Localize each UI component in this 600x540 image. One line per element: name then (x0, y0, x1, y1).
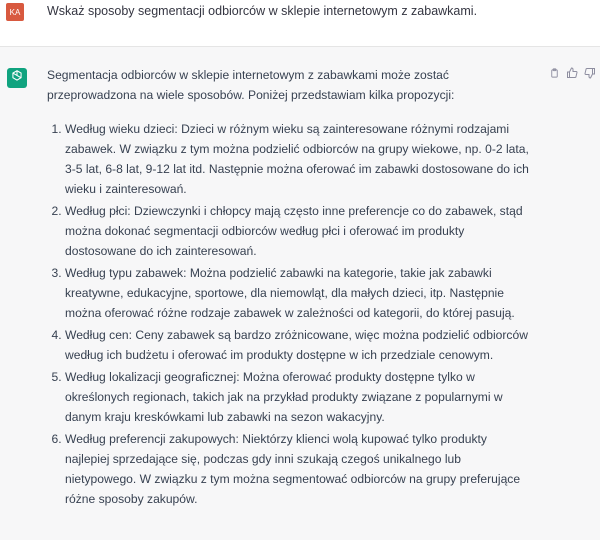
thumbs-down-icon[interactable] (584, 67, 596, 79)
list-item: 3. Według typu zabawek: Można podzielić zabawki na kategorie, takie jak zabawki kreatywne, edukacyjne, sportowe, dla niemowląt, dla małych dzieci, itp. Następnie można oferować różne rodzaje zabawek w zależności od kategorii, do której pasują. (65, 263, 534, 323)
user-avatar: KA (6, 3, 24, 21)
clipboard-icon[interactable] (548, 67, 560, 79)
openai-logo-icon (10, 69, 24, 88)
list-item: 4. Według cen: Ceny zabawek są bardzo zróżnicowane, więc można podzielić odbiorców według ich budżetu i oferować im produkty dostępne w ich przedziale cenowym. (65, 325, 534, 365)
assistant-message-row (0, 47, 600, 509)
list-item: 1. Według wieku dzieci: Dzieci w różnym wieku są zainteresowane różnymi rodzajami zabawek. W związku z tym można podzielić odbiorców na grupy wiekowe, np. 0-2 lata, 3-5 lat, 6-8 lat, 9-12 lat itd. Następnie można oferować im zabawki dostosowane do ich wieku i zainteresowań. (65, 119, 534, 199)
assistant-avatar (7, 68, 27, 88)
list-item: 2. Według płci: Dziewczynki i chłopcy mają często inne preferencje co do zabawek, stąd można dokonać segmentacji odbiorców według płci i oferować im produkty dostosowane do ich zainteresowań. (65, 201, 534, 261)
user-message-row (0, 0, 600, 47)
assistant-intro: Segmentacja odbiorców w sklepie internetowym z zabawkami może zostać przeprowadzona na wiele sposobów. Poniżej przedstawiam kilka propozycji: (47, 68, 455, 102)
segmentation-list (47, 119, 534, 509)
list-item: 6. Według preferencji zakupowych: Niektórzy klienci wolą kupować tylko produkty najlepiej sprzedające się, podczas gdy inni szukają czegoś unikalnego lub nietypowego. W związku z tym można segmentować odbiorców na grupy preferujące różne sposoby zakupów. (65, 429, 534, 509)
assistant-message-content (47, 65, 534, 509)
thumbs-up-icon[interactable] (566, 67, 578, 79)
user-message-text: Wskaż sposoby segmentacji odbiorców w sklepie internetowym z zabawkami. (47, 4, 478, 18)
message-actions (548, 67, 596, 79)
list-item: 5. Według lokalizacji geograficznej: Można oferować produkty dostępne tylko w określonych regionach, takich jak na przykład produkty związane z popularnymi w danym kraju kreskówkami lub zabawki na sezon wakacyjny. (65, 367, 534, 427)
